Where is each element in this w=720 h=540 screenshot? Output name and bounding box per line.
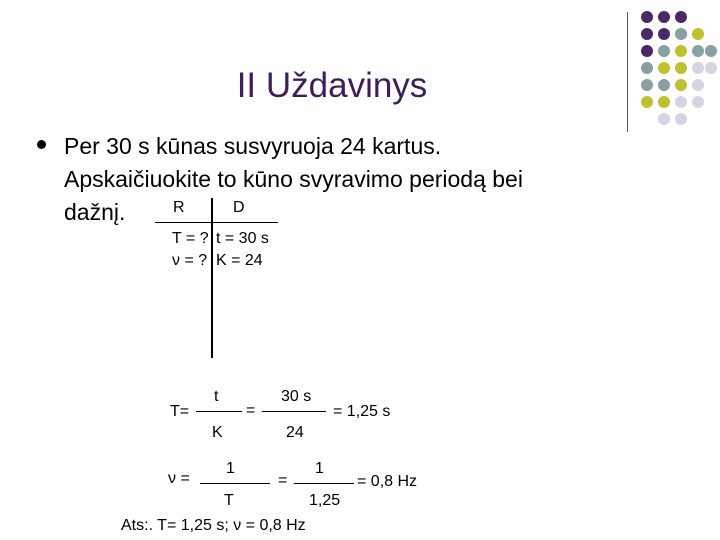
dot — [705, 62, 717, 74]
dot — [675, 62, 687, 74]
fraction-bar — [262, 411, 326, 412]
fraction-bar — [200, 483, 270, 484]
fraction-bar — [196, 411, 242, 412]
dot — [692, 96, 704, 108]
dot — [675, 96, 687, 108]
dot — [692, 62, 704, 74]
problem-line: Apskaičiuokite to kūno svyravimo periodą bei — [64, 166, 523, 192]
frequency-equals: = — [278, 472, 288, 489]
table-cell-time: t = 30 s — [216, 230, 269, 247]
period-frac2-numerator: 30 s — [281, 388, 312, 405]
table-cell-unknown-nu: ν = ? — [172, 252, 208, 269]
bullet-icon — [37, 140, 46, 149]
frequency-result: = 0,8 Hz — [357, 473, 418, 490]
frequency-frac2-numerator: 1 — [315, 460, 324, 477]
dot — [641, 28, 653, 40]
dot — [692, 79, 704, 91]
table-header-d: D — [233, 199, 245, 216]
dot — [658, 113, 670, 125]
dot — [658, 11, 670, 23]
period-frac1-numerator: t — [214, 388, 219, 405]
slide-title: II Uždavinys — [236, 66, 428, 105]
answer-text: Ats:. T= 1,25 s; ν = 0,8 Hz — [121, 517, 306, 534]
dot — [675, 79, 687, 91]
dot — [658, 28, 670, 40]
problem-text — [64, 130, 523, 229]
dot — [658, 45, 670, 57]
dot — [692, 28, 704, 40]
dot — [641, 11, 653, 23]
table-cell-count: K = 24 — [216, 252, 263, 269]
fraction-bar — [294, 483, 354, 484]
period-equals: = — [246, 402, 256, 419]
dot — [705, 45, 717, 57]
frequency-frac1-denominator: T — [224, 492, 234, 509]
dot — [641, 45, 653, 57]
frequency-frac2-denominator: 1,25 — [309, 492, 341, 509]
dot — [675, 45, 687, 57]
period-frac1-denominator: K — [212, 424, 223, 441]
frequency-lhs: ν = — [168, 470, 190, 487]
problem-line: Per 30 s kūnas susvyruoja 24 kartus. — [64, 133, 442, 159]
problem-line: dažnį. — [64, 199, 126, 225]
table-cell-unknown-t: T = ? — [172, 230, 209, 247]
dot — [675, 113, 687, 125]
dot — [675, 11, 687, 23]
period-lhs: T= — [170, 403, 190, 420]
period-result: = 1,25 s — [333, 403, 391, 420]
dot — [692, 45, 704, 57]
table-header-r: R — [173, 199, 185, 216]
dot — [675, 28, 687, 40]
table-horizontal-line — [155, 222, 278, 223]
frequency-frac1-numerator: 1 — [226, 460, 235, 477]
table-vertical-line — [211, 198, 213, 358]
period-frac2-denominator: 24 — [286, 424, 304, 441]
